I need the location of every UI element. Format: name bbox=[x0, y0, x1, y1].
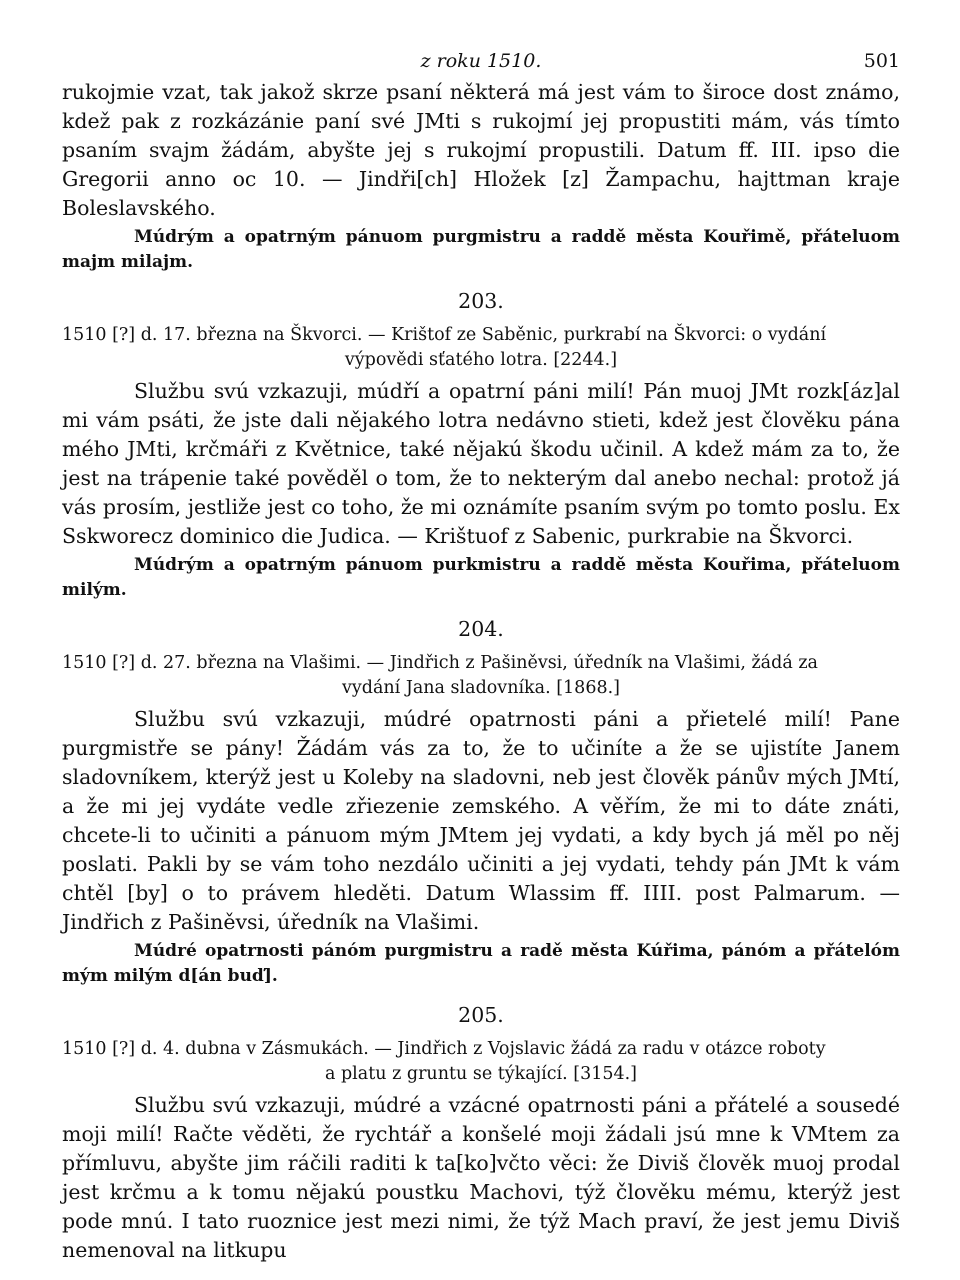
document-address: Múdrým a opatrným pánuom purkmistru a raddě města Kouřima, přáteluom milým. bbox=[62, 555, 900, 600]
regest-head: 1510 [?] d. 27. března na Vlašimi. — Jindřich z Pašiněvsi, úředník na Vlašimi, žádá za bbox=[62, 653, 818, 673]
intro-text: rukojmie vzat, tak jakož skrze psaní některá má jest vám to široce dost známo, kdež pak z rozkázánie paní své JMti s rukojmí jej propustiti mám, vás tímto psaním svajm žádám, abyšte jej s rukojmí propustili. Datum ff. III. ipso die Gregorii anno oc 10. — Jindři[ch] Hložek [z] Žampachu, hajttman kraje Boleslavského. bbox=[62, 80, 900, 220]
document-regest bbox=[62, 651, 900, 701]
running-title: z roku 1510. bbox=[420, 50, 542, 72]
document-page bbox=[62, 44, 900, 1265]
page-number: 501 bbox=[863, 50, 900, 72]
document-number: 205. bbox=[458, 1003, 504, 1027]
document-address: Múdré opatrnosti pánóm purgmistru a radě města Kúřima, pánóm a přátelóm mým milým d[án buď]. bbox=[62, 941, 900, 986]
regest-tail: a platu z gruntu se týkající. [3154.] bbox=[324, 1064, 637, 1084]
intro-address: Múdrým a opatrným pánuom purgmistru a raddě města Kouřimě, přáteluom majm milajm. bbox=[62, 227, 900, 272]
document-text: Službu svú vzkazuji, múdré opatrnosti páni a přietelé milí! Pane purgmistře se pány! Žádám vás za to, že to učiníte a že se ujistíte Janem sladovníkem, kterýž jest u Koleby na sladovni, neb jest člověk pánův mých JMtí, a že mi jej vydáte vedle zřiezenie zemského. A věřím, že mi to dáte znáti, chcete-li to učiniti a pánuom mým JMtem jej vydati, a kdy bych já měl po něj poslati. Pakli by se vám toho nezdálo učiniti a jej vydati, tehdy pán JMt k vám chtěl [by] o to právem hleděti. Datum Wlassim ff. IIII. post Palmarum. — Jindřich z Pašiněvsi, úředník na Vlašimi. bbox=[62, 707, 900, 934]
regest-tail: vydání Jana sladovníka. [1868.] bbox=[342, 678, 620, 698]
document-205 bbox=[62, 1003, 900, 1265]
document-number: 204. bbox=[458, 617, 504, 641]
document-text: Službu svú vzkazuji, múdré a vzácné opatrnosti páni a přátelé a sousedé moji milí! Račte věděti, že rychtář a konšelé moji žádali jsú mne k VMtem za přímluvu, abyšte jim ráčili raditi k ta[ko]včto věci: že Diviš člověk muoj prodal jest krčmu a k tomu nějakú poustku Machovi, týž člověku mému, kterýž jest pode mnú. I tato ruoznice jest mezi nimi, že týž Mach praví, že jest jemu Diviš nemenoval na litkupu bbox=[62, 1093, 900, 1262]
regest-head: 1510 [?] d. 4. dubna v Zásmukách. — Jindřich z Vojslavic žádá za radu v otázce roboty bbox=[62, 1039, 826, 1059]
document-203 bbox=[62, 289, 900, 603]
document-number: 203. bbox=[458, 289, 504, 313]
page-header bbox=[62, 44, 900, 78]
document-regest bbox=[62, 1037, 900, 1087]
document-204 bbox=[62, 617, 900, 989]
regest-head: 1510 [?] d. 17. března na Škvorci. — Krištof ze Saběnic, purkrabí na Škvorci: o vydání bbox=[62, 325, 827, 345]
document-regest bbox=[62, 323, 900, 373]
document-text: Službu svú vzkazuji, múdří a opatrní páni milí! Pán muoj JMt rozk[áz]al mi vám psáti, že jste dali nějakého lotra nedávno stieti, kdež jest člověku pána mého JMti, krčmáři z Květnice, také nějakú škodu učinil. A kdež mám za to, že jest na trápenie také pověděl o tom, že to nekterým dal anebo nechal: protož já vás prosím, jestliže jest co toho, že mi oznámíte psaním svým po tomto poslu. Ex Sskworecz dominico die Judica. — Krištuof z Sabenic, purkrabie na Škvorci. bbox=[62, 379, 900, 548]
regest-tail: výpovědi sťatého lotra. [2244.] bbox=[344, 350, 618, 370]
